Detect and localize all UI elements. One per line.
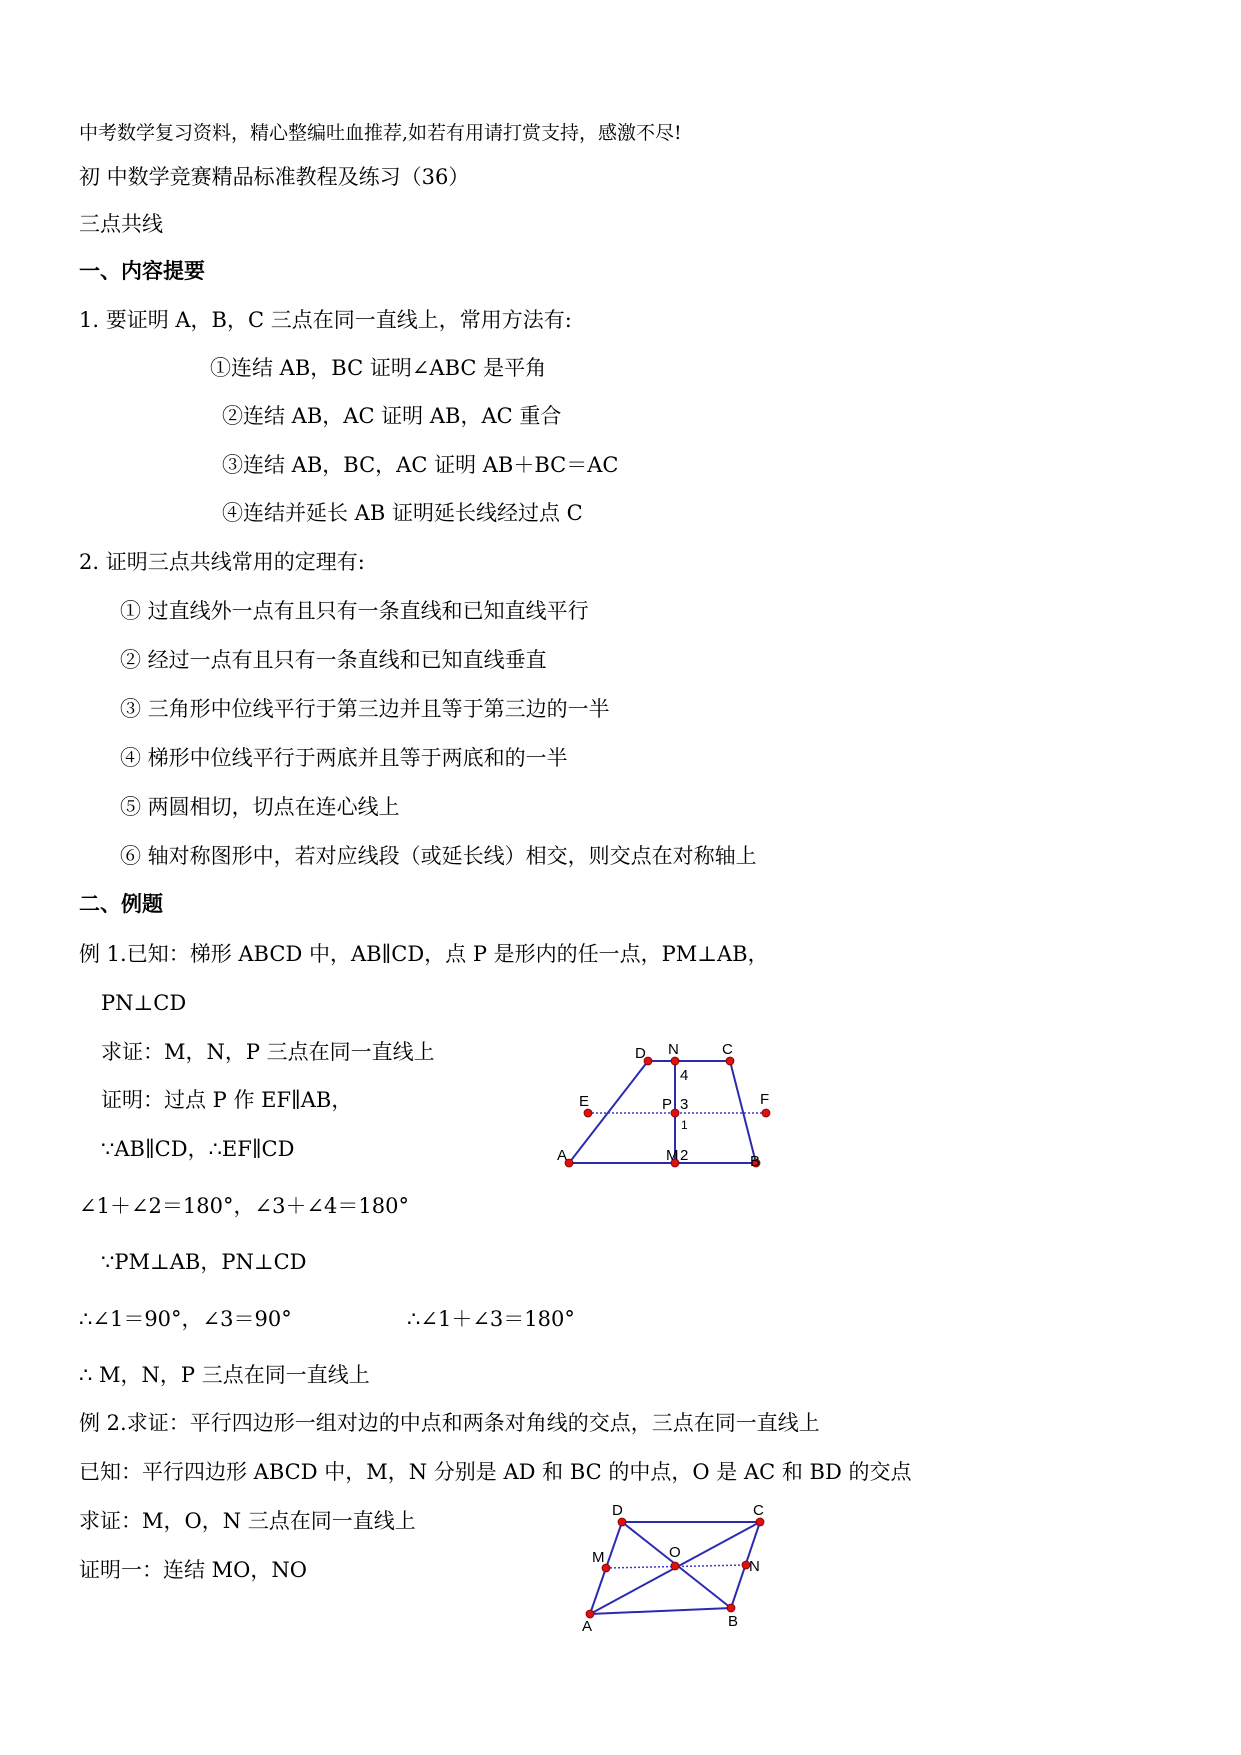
theorem-6: ⑥ 轴对称图形中，若对应线段（或延长线）相交，则交点在对称轴上 — [120, 844, 757, 868]
example1-line4: 证明：过点 P 作 EF∥AB， — [101, 1088, 353, 1112]
method-4: ④连结并延长 AB 证明延长线经过点 C — [222, 501, 583, 525]
header-note: 中考数学复习资料，精心整编吐血推荐,如若有用请打赏支持，感激不尽! — [79, 122, 682, 144]
label-D: D — [635, 1045, 646, 1062]
point-C — [726, 1057, 734, 1065]
example1-line2: PN⊥CD — [101, 991, 187, 1015]
example2-line4: 证明一：连结 MO，NO — [79, 1558, 307, 1582]
item1-title: 1. 要证明 A，B，C 三点在同一直线上，常用方法有: — [79, 308, 572, 332]
label-B: B — [750, 1153, 761, 1170]
method-1: ①连结 AB，BC 证明∠ABC 是平角 — [210, 356, 547, 380]
label-B: B — [728, 1613, 739, 1630]
point-N — [671, 1057, 679, 1065]
label-A: A — [557, 1147, 568, 1164]
example2-line2: 已知：平行四边形 ABCD 中，M，N 分别是 AD 和 BC 的中点，O 是 AC 和 BD 的交点 — [79, 1460, 912, 1484]
section1-heading: 一、内容提要 — [79, 259, 205, 283]
label-M: M — [666, 1147, 679, 1164]
parallelogram-figure — [570, 1500, 790, 1640]
document-title: 初 中数学竞赛精品标准教程及练习（36） — [79, 165, 470, 189]
label-P: P — [662, 1096, 673, 1113]
example1-line6: ∠1＋∠2＝180°，∠3＋∠4＝180° — [79, 1194, 409, 1218]
label-N: N — [668, 1041, 679, 1058]
label-M: M — [592, 1549, 605, 1566]
method-3: ③连结 AB，BC，AC 证明 AB＋BC＝AC — [222, 453, 619, 477]
section2-heading: 二、例题 — [79, 892, 163, 916]
topic-title: 三点共线 — [79, 212, 163, 236]
label-E: E — [579, 1093, 590, 1110]
point-O — [671, 1562, 679, 1570]
point-F — [762, 1109, 770, 1117]
label-angle-4: 4 — [680, 1067, 689, 1084]
segment-AD — [569, 1061, 648, 1163]
method-2: ②连结 AB，AC 证明 AB，AC 重合 — [222, 404, 562, 428]
example2-line1: 例 2.求证：平行四边形一组对边的中点和两条对角线的交点，三点在同一直线上 — [79, 1411, 820, 1435]
label-D: D — [612, 1502, 623, 1519]
item2-title: 2. 证明三点共线常用的定理有: — [79, 550, 365, 574]
example1-line1: 例 1.已知：梯形 ABCD 中，AB∥CD，点 P 是形内的任一点，PM⊥AB， — [79, 942, 769, 966]
example1-line9: ∴ M，N，P 三点在同一直线上 — [79, 1363, 370, 1387]
label-C: C — [753, 1502, 764, 1519]
example1-line8a: ∴∠1＝90°，∠3＝90° — [79, 1307, 292, 1331]
theorem-5: ⑤ 两圆相切，切点在连心线上 — [120, 795, 400, 819]
example1-line5: ∵AB∥CD，∴EF∥CD — [101, 1137, 295, 1161]
label-N: N — [749, 1558, 760, 1575]
example1-line3: 求证：M，N，P 三点在同一直线上 — [101, 1040, 435, 1064]
label-O: O — [669, 1544, 681, 1561]
example2-line3: 求证：M，O，N 三点在同一直线上 — [79, 1509, 416, 1533]
label-angle-1: 1 — [681, 1118, 688, 1132]
label-C: C — [722, 1041, 733, 1058]
segment-BA — [590, 1608, 731, 1614]
label-F: F — [760, 1091, 770, 1108]
theorem-3: ③ 三角形中位线平行于第三边并且等于第三边的一半 — [120, 697, 610, 721]
point-P — [671, 1109, 679, 1117]
trapezoid-figure — [550, 1030, 790, 1180]
theorem-1: ① 过直线外一点有且只有一条直线和已知直线平行 — [120, 599, 589, 623]
point-D — [618, 1518, 626, 1526]
theorem-4: ④ 梯形中位线平行于两底并且等于两底和的一半 — [120, 746, 568, 770]
point-B — [727, 1604, 735, 1612]
segment-CB — [730, 1061, 756, 1163]
label-angle-3: 3 — [680, 1096, 689, 1113]
theorem-2: ② 经过一点有且只有一条直线和已知直线垂直 — [120, 648, 547, 672]
example1-line7: ∵PM⊥AB，PN⊥CD — [101, 1250, 307, 1274]
example1-line8b: ∴∠1＋∠3＝180° — [407, 1307, 575, 1331]
point-C — [756, 1518, 764, 1526]
point-A — [586, 1610, 594, 1618]
label-angle-2: 2 — [680, 1147, 689, 1164]
point-E — [584, 1109, 592, 1117]
label-A: A — [582, 1618, 593, 1635]
